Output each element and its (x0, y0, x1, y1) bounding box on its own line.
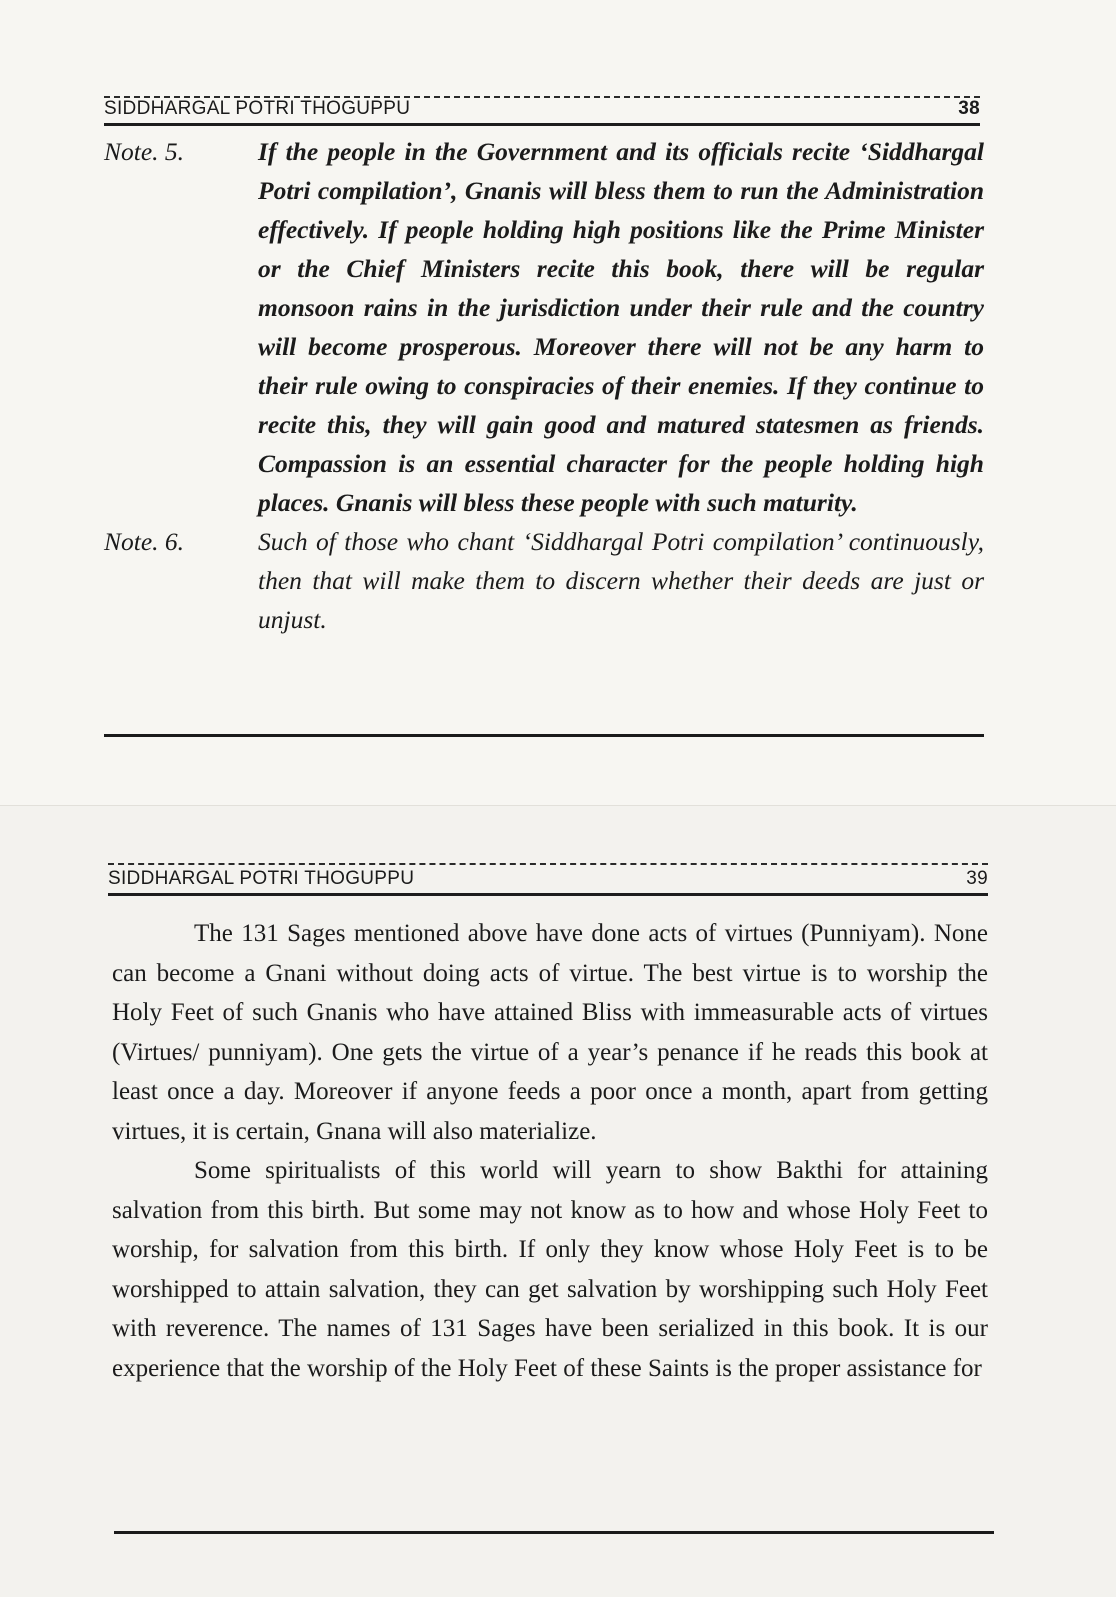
page-39 (0, 805, 1116, 1597)
note-text: If the people in the Government and its officials recite ‘Siddhargal Potri compilation’, Gnanis will bless them to run the Administration effectively. If people holding high positions like the Prime Minister or the Chief Ministers recite this book, there will be regular monsoon rains in the jurisdiction under their rule and the country will become prosperous. Moreover there will not be any harm to their rule owing to conspiracies of their enemies. If they continue to recite this, they will gain good and matured statesmen as friends. Compassion is an essential character for the people holding high places. Gnanis will bless these people with such maturity. (258, 137, 984, 517)
page-number: 38 (958, 98, 980, 119)
bottom-rule (104, 734, 984, 737)
running-head: SIDDHARGAL POTRI THOGUPPU (108, 868, 415, 889)
page-header (104, 98, 980, 126)
running-head: SIDDHARGAL POTRI THOGUPPU (104, 98, 411, 119)
bottom-rule (114, 1531, 994, 1534)
paragraph: Some spiritualists of this world will yearn to show Bakthi for attaining salvation from this birth. But some may not know as to how and whose Holy Feet to worship, for salvation from this birth. If only they know whose Holy Feet is to be worshipped to attain salvation, they can get salvation by worshipping such Holy Feet with reverence. The names of 131 Sages have been serialized in this book. It is our experience that the worship of the Holy Feet of these Saints is the proper assistance for (112, 1157, 988, 1382)
body-text (112, 914, 988, 1388)
paragraph: The 131 Sages mentioned above have done acts of virtues (Punniyam). None can become a Gnani without doing acts of virtue. The best virtue is to worship the Holy Feet of such Gnanis who have attained Bliss with immeasurable acts of virtues (Virtues/ punniyam). One gets the virtue of a year’s penance if he reads this book at least once a day. Moreover if anyone feeds a poor once a month, apart from getting virtues, it is certain, Gnana will also materialize. (112, 920, 988, 1145)
notes-section (104, 132, 984, 639)
page-number: 39 (966, 868, 988, 889)
note-label: Note. 6. (104, 527, 185, 556)
note-item (104, 132, 984, 522)
note-item (104, 522, 984, 639)
note-text: Such of those who chant ‘Siddhargal Potri compilation’ continuously, then that will make them to discern whether their deeds are just or unjust. (258, 527, 984, 634)
page-header (108, 868, 988, 896)
header-dashed-line (108, 863, 988, 865)
note-label: Note. 5. (104, 137, 185, 166)
